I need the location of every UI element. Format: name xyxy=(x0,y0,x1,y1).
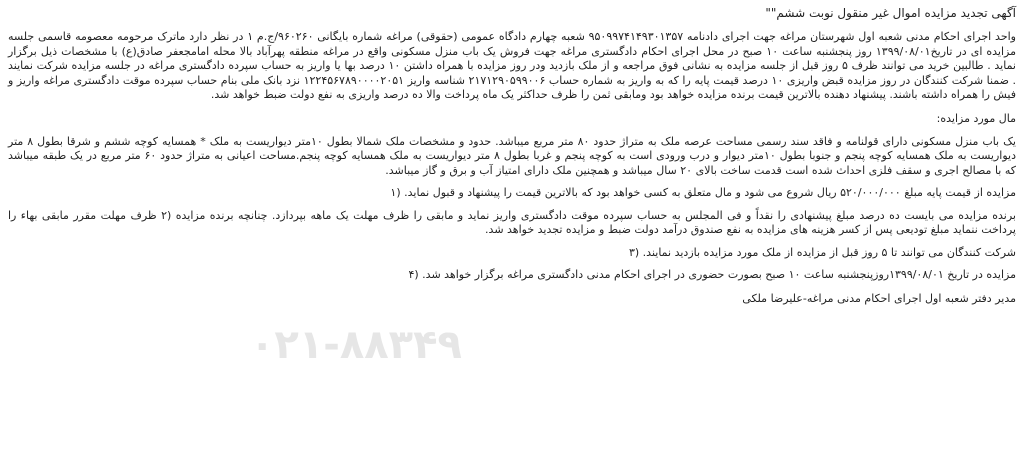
clause-4: مزایده در تاریخ ۱۳۹۹/۰۸/۰۱روزپنجشنبه ساعت ۱۰ صبح بصورت حضوری در اجرای احکام مدنی دادگستری مراغه برگزار خواهد شد. (۴ xyxy=(408,268,1016,281)
notice-content xyxy=(8,4,1016,306)
notice-intro-paragraph: واحد اجرای احکام مدنی شعبه اول شهرستان مراغه جهت اجرای دادنامه ۹۵۰۹۹۷۴۱۴۹۳۰۱۳۵۷ شعبه چهارم دادگاه عمومی (حقوقی) مراغه شماره بایگانی ۹۶۰۲۶۰/ج.م ۱ در نظر دارد ماترک مرحومه معصومه قاسمی جلسه مزایده ای در تاریخ۱۳۹۹/۰۸/۰۱ روز پنجشنبه ساعت ۱۰ صبح در محل اجرای احکام دادگستری مراغه جهت فروش یک باب منزل مسکونی واقع در مراغه منطقه پهرآباد بالا محله امامجعفر صادق(ع) با مشخصات ذیل برگزار نماید . طالبین خرید می توانند ظرف ۵ روز قبل از جلسه مزایده به نشانی فوق مراجعه و از ملک بازدید ودر روز مزایده با همراه داشتن ۱۰ درصد بها یا واریز به حساب سپرده دادگستری مراغه در جلسه مزایده شرکت نمایند . ضمنا شرکت کنندگان در روز مزایده قبض واریزی ۱۰ درصد قیمت پایه را که به واریز به شماره حساب ۲۱۷۱۲۹۰۵۹۹۰۰۶ شناسه واریز ۱۲۲۴۵۶۷۸۹۰۰۰۰۲۰۵۱ نزد بانک ملی بنام حساب سپرده موقت دادگستری مراغه واریز و فیش را همراه داشته باشند. پیشنهاد دهنده بالاترین قیمت برنده مزایده خواهد بود ومابقی ثمن را ظرف حداکثر یک ماه پرداخت والا ده درصد واریزی به نفع دولت ضبط خواهد شد. xyxy=(8,30,1017,101)
property-description: یک باب منزل مسکونی دارای قولنامه و فاقد سند رسمی مساحت عرصه ملک به متراژ حدود ۸۰ متر مربع میباشد. حدود و مشخصات ملک شمالا بطول ۱۰متر دیواریست به ملک * همسایه کوچه ششم و شرقا بطول ۸ متر دیواریست به ملک همسایه کوچه پنجم و جنوبا بطول ۱۰متر دیوار و درب ورودی است به کوچه پنجم و غربا بطول ۸ متر دیواریست به ملک همسایه کوچه پنجم.مساحت اعیانی به متراژ حدود ۶۰ متر مربع در یک طبقه میباشد که با مصالح اجری و سقف فلزی احداث شده است قدمت ساخت بالای ۲۰ سال میباشد و همچنین ملک دارای امتیاز آب و برق و گاز میباشد. xyxy=(8,134,1016,177)
signature-line: مدیر دفتر شعبه اول اجرای احکام مدنی مراغه-علیرضا ملکی xyxy=(742,291,1016,305)
notice-title: آگهی تجدید مزایده اموال غیر منقول نوبت ششم"" xyxy=(765,6,1016,20)
property-heading: مال مورد مزایده: xyxy=(936,111,1016,125)
phone-watermark: ۰۲۱-۸۸۳۴۹ xyxy=(250,322,462,368)
clause-3: شرکت کنندگان می توانند تا ۵ روز قبل از مزایده از ملک مورد مزایده بازدید نمایند. (۳ xyxy=(628,245,1016,259)
clause-1: مزایده از قیمت پایه مبلغ ۵۲۰/۰۰۰/۰۰۰ ریال شروع می شود و مال متعلق به کسی خواهد بود که بالاترین قیمت را پیشنهاد و قبول نماید. (۱ xyxy=(390,186,1016,199)
clause-2: برنده مزایده می بایست ده درصد مبلغ پیشنهادی را نقداً و فی المجلس به حساب سپرده موقت دادگستری واریز نماید و مابقی را ظرف مهلت یک ماهه بپردازد. چنانچه برنده مزایده (۲ ظرف مهلت مقرر مابقی بهاء را پرداخت ننماید مبلغ تودیعی پس از کسر هزینه های مزایده به نفع صندوق درآمد دولت ضبط و مزایده تجدید خواهد شد. xyxy=(8,208,1016,236)
